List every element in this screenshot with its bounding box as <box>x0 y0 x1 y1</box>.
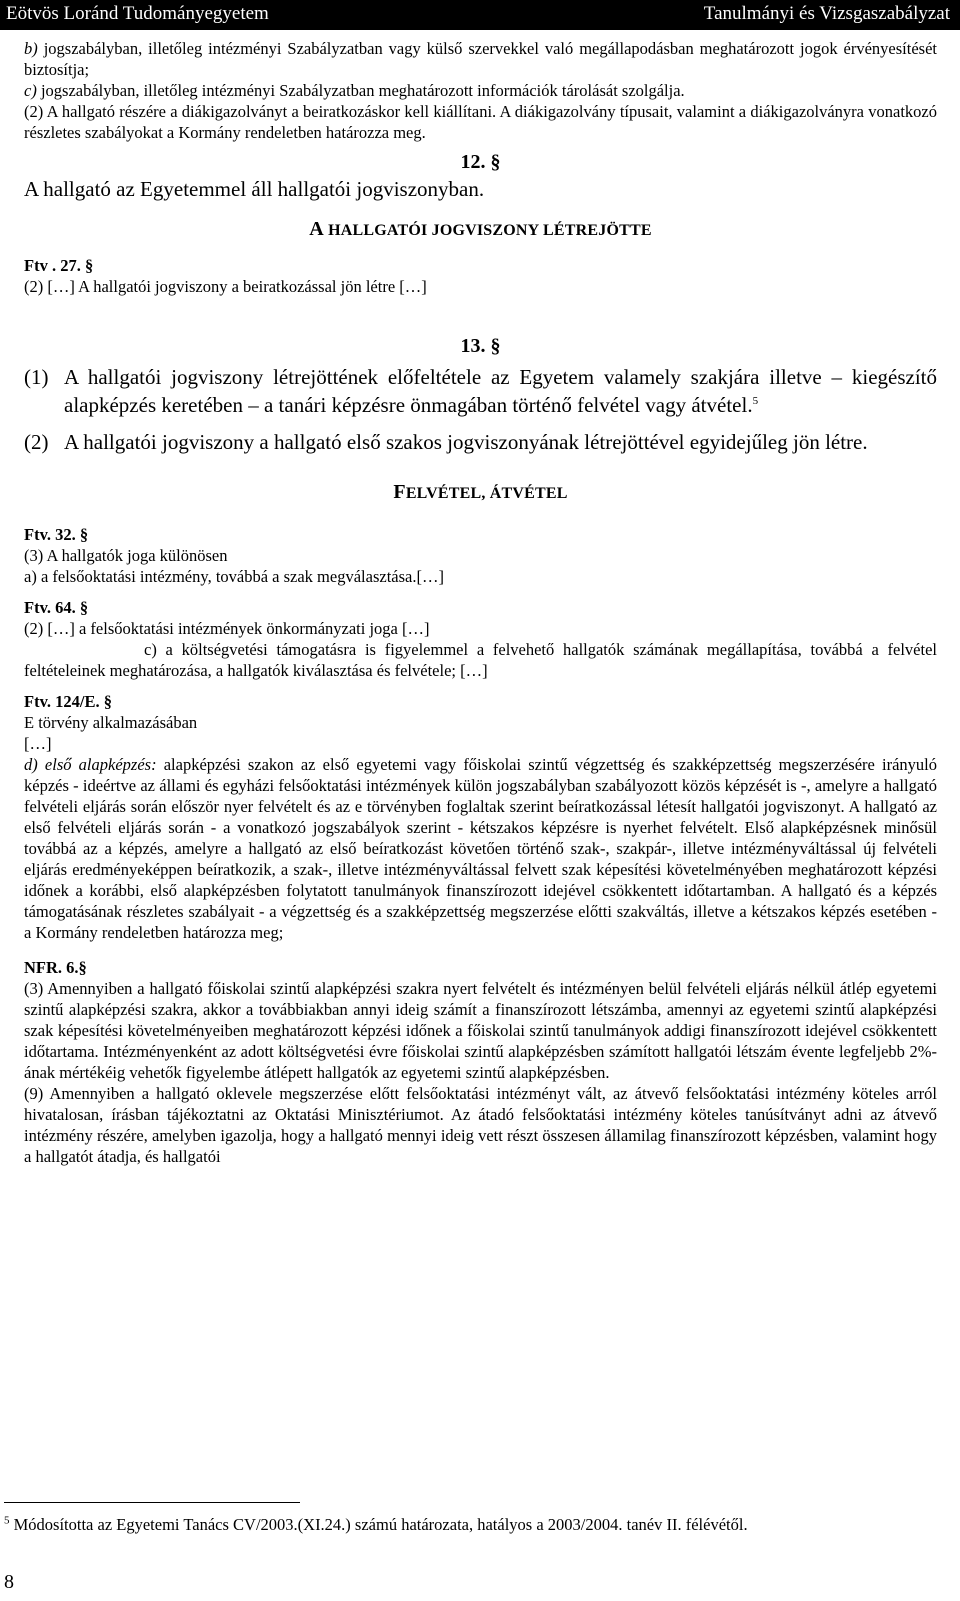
section-13-title: 13. § <box>460 335 501 357</box>
ref-ftv-32-line-1: (3) A hallgatók joga különösen <box>24 546 228 565</box>
header-university: Eötvös Loránd Tudományegyetem <box>6 3 269 24</box>
intro-item-b <box>24 38 937 80</box>
header-document-title: Tanulmányi és Vizsgaszabályzat <box>703 3 950 24</box>
footnote <box>4 1515 748 1535</box>
item-number: (1) <box>24 365 49 389</box>
item-number: (2) <box>24 430 49 454</box>
item-b-text: jogszabályban, illetőleg intézményi Szabályzatban vagy külső szervekkel való megállapodásban meghatározott jogok érvényesítését biztosítja; <box>24 39 937 79</box>
ref-ftv-32: Ftv. 32. § <box>24 525 89 544</box>
heading-felvetel-rest: ELVÉTEL, ÁTVÉTEL <box>405 485 568 502</box>
ref-nfr-6-paragraph-9: (9) Amennyiben a hallgató oklevele megszerzése előtt felsőoktatási intézményt vált, az átvevő felsőoktatási intézmény köteles arról hivatalosan, írásban tájékoztatni az Oktatási Minisztériumot. Az átadó felsőoktatási intézmény köteles tanúsítványt adni az átvevő intézmény részére, amelyben igazolja, hogy a hallgató mennyi ideig vett részt összesen államilag finanszírozott képzésben, valamint hogy a hallgatót átadja, és hallgatói <box>24 1084 937 1166</box>
page-number: 8 <box>4 1571 14 1593</box>
definition-term: d) első alapképzés: <box>24 755 157 774</box>
footnote-separator <box>4 1502 300 1503</box>
ref-ftv-64: Ftv. 64. § <box>24 598 89 617</box>
item-c-label: c) <box>24 81 37 100</box>
section-13-item-2 <box>24 428 937 456</box>
item-c-text: jogszabályban, illetőleg intézményi Szabályzatban meghatározott információk tárolását szolgálja. <box>36 81 685 100</box>
ref-ftv-124e-definition <box>24 754 937 943</box>
page-body <box>24 38 937 1167</box>
ref-ftv-27-quote: (2) […] A hallgatói jogviszony a beiratkozással jön létre […] <box>24 277 427 296</box>
ref-ftv-124e-line-2: […] <box>24 734 52 753</box>
ref-ftv-124e: Ftv. 124/E. § <box>24 692 113 711</box>
intro-paragraph-2: (2) A hallgató részére a diákigazolványt a beiratkozáskor kell kiállítani. A diákigazolvány típusait, valamint a diákigazolványra vonatkozó részletes szabályokat a Kormány rendeletben határozza meg. <box>24 102 937 142</box>
footnote-marker: 5 <box>752 395 759 407</box>
ref-nfr-6-paragraph-3: (3) Amennyiben a hallgató főiskolai szintű alapképzési szakra nyert felvételt és intézményen belül felvételi eljárás nélkül átlép egyetemi szintű alapképzési szakra, akkor a továbbiakban annyi ideig számít a finanszírozott létszámba, amennyi az egyetemi szintű alapképzési szak képesítési követelményeiben meghatározott képzési időnek a főiskolai szintű tanulmányok addigi finanszírozott idejével csökkentett időtartama. Intézményenként az adott költségvetési évre főiskolai szintű alapképzésben számított hallgatói létszám évente legfeljebb 2%-ának mértékéig vehetők figyelembe átlépett hallgatók az egyetemi szintű alapképzésben. <box>24 979 937 1082</box>
ref-ftv-32-line-2: a) a felsőoktatási intézmény, továbbá a szak megválasztása.[…] <box>24 567 444 586</box>
ref-ftv-27: Ftv . 27. § <box>24 256 94 275</box>
footnote-text: Módosította az Egyetemi Tanács CV/2003.(XI.24.) számú határozata, hatályos a 2003/2004. tanév II. félévétől. <box>9 1515 748 1534</box>
definition-text: alapképzési szakon az első egyetemi vagy főiskolai szintű végzettség és szakképzettség megszerzésére irányuló képzés - ideértve az állami és egyházi felsőoktatási intézmények külön jogszabályban szabályozott közös képzését is -, amelyre a hallgató felvételi eljárás során először nyer felvételt és az e törvényben foglaltak szerint beíratkozással létesít hallgatói jogviszonyt. A hallgató az első felvételi eljárás során - a vonatkozó jogszabályok szerint - kétszakos képzésre is nyerhet felvételt. Első alapképzésnek minősül továbbá az a képzés, amelyre a hallgató az első beíratkozást követően történő szak-, szakpár-, illetve intézményváltással új felvételi eljárás eredményeképpen beíratkozik, a szak-, illetve intézményváltással felvett szak képesítési követelményében meghatározott képzési időnek a korábbi, első alapképzésben folytatott tanulmányok finanszírozott idejével csökkentett időtartamban. A hallgató és a képzés támogatásának részletes szabályait - a végzettség és a szakképzettség megszerzése előtti szakváltás, illetve a kétszakos képzés esetében - a Kormány rendeletben határozza meg; <box>24 755 937 942</box>
footnote-number: 5 <box>4 1514 10 1527</box>
item-text: A hallgatói jogviszony létrejöttének előfeltétele az Egyetem valamely szakjára illetve – kiegészítő alapképzés keretében – a tanári képzésre önmagában történő felvétel vagy átvétel.$^5$ <box>64 365 937 417</box>
heading-jogviszony-initial: A <box>309 218 324 240</box>
heading-jogviszony-rest: HALLGATÓI JOGVISZONY LÉTREJÖTTE <box>323 222 652 239</box>
ref-ftv-64-line-2: c) a költségvetési támogatásra is figyelemmel a felvehető hallgatók számának megállapítása, továbbá a felvétel feltételeinek meghatározása, a hallgatók kiválasztása és felvétele; […] <box>24 640 937 680</box>
heading-felvetel-atvetel <box>24 480 937 506</box>
ref-nfr-6: NFR. 6.§ <box>24 958 87 977</box>
heading-felvetel-initial: F <box>393 481 406 503</box>
section-13-item-1 <box>24 363 937 419</box>
intro-item-c <box>24 80 937 101</box>
running-header <box>0 0 960 30</box>
section-12-text: A hallgató az Egyetemmel áll hallgatói jogviszonyban. <box>24 177 485 201</box>
section-12-title: 12. § <box>460 151 501 173</box>
heading-jogviszony-letrejotte <box>24 217 937 243</box>
ref-ftv-124e-line-1: E törvény alkalmazásában <box>24 713 198 732</box>
ref-ftv-64-line-1: (2) […] a felsőoktatási intézmények önkormányzati joga […] <box>24 619 430 638</box>
item-b-label: b) <box>24 39 38 58</box>
item-text: A hallgatói jogviszony a hallgató első szakos jogviszonyának létrejöttével egyidejűleg jön létre. <box>64 430 868 454</box>
